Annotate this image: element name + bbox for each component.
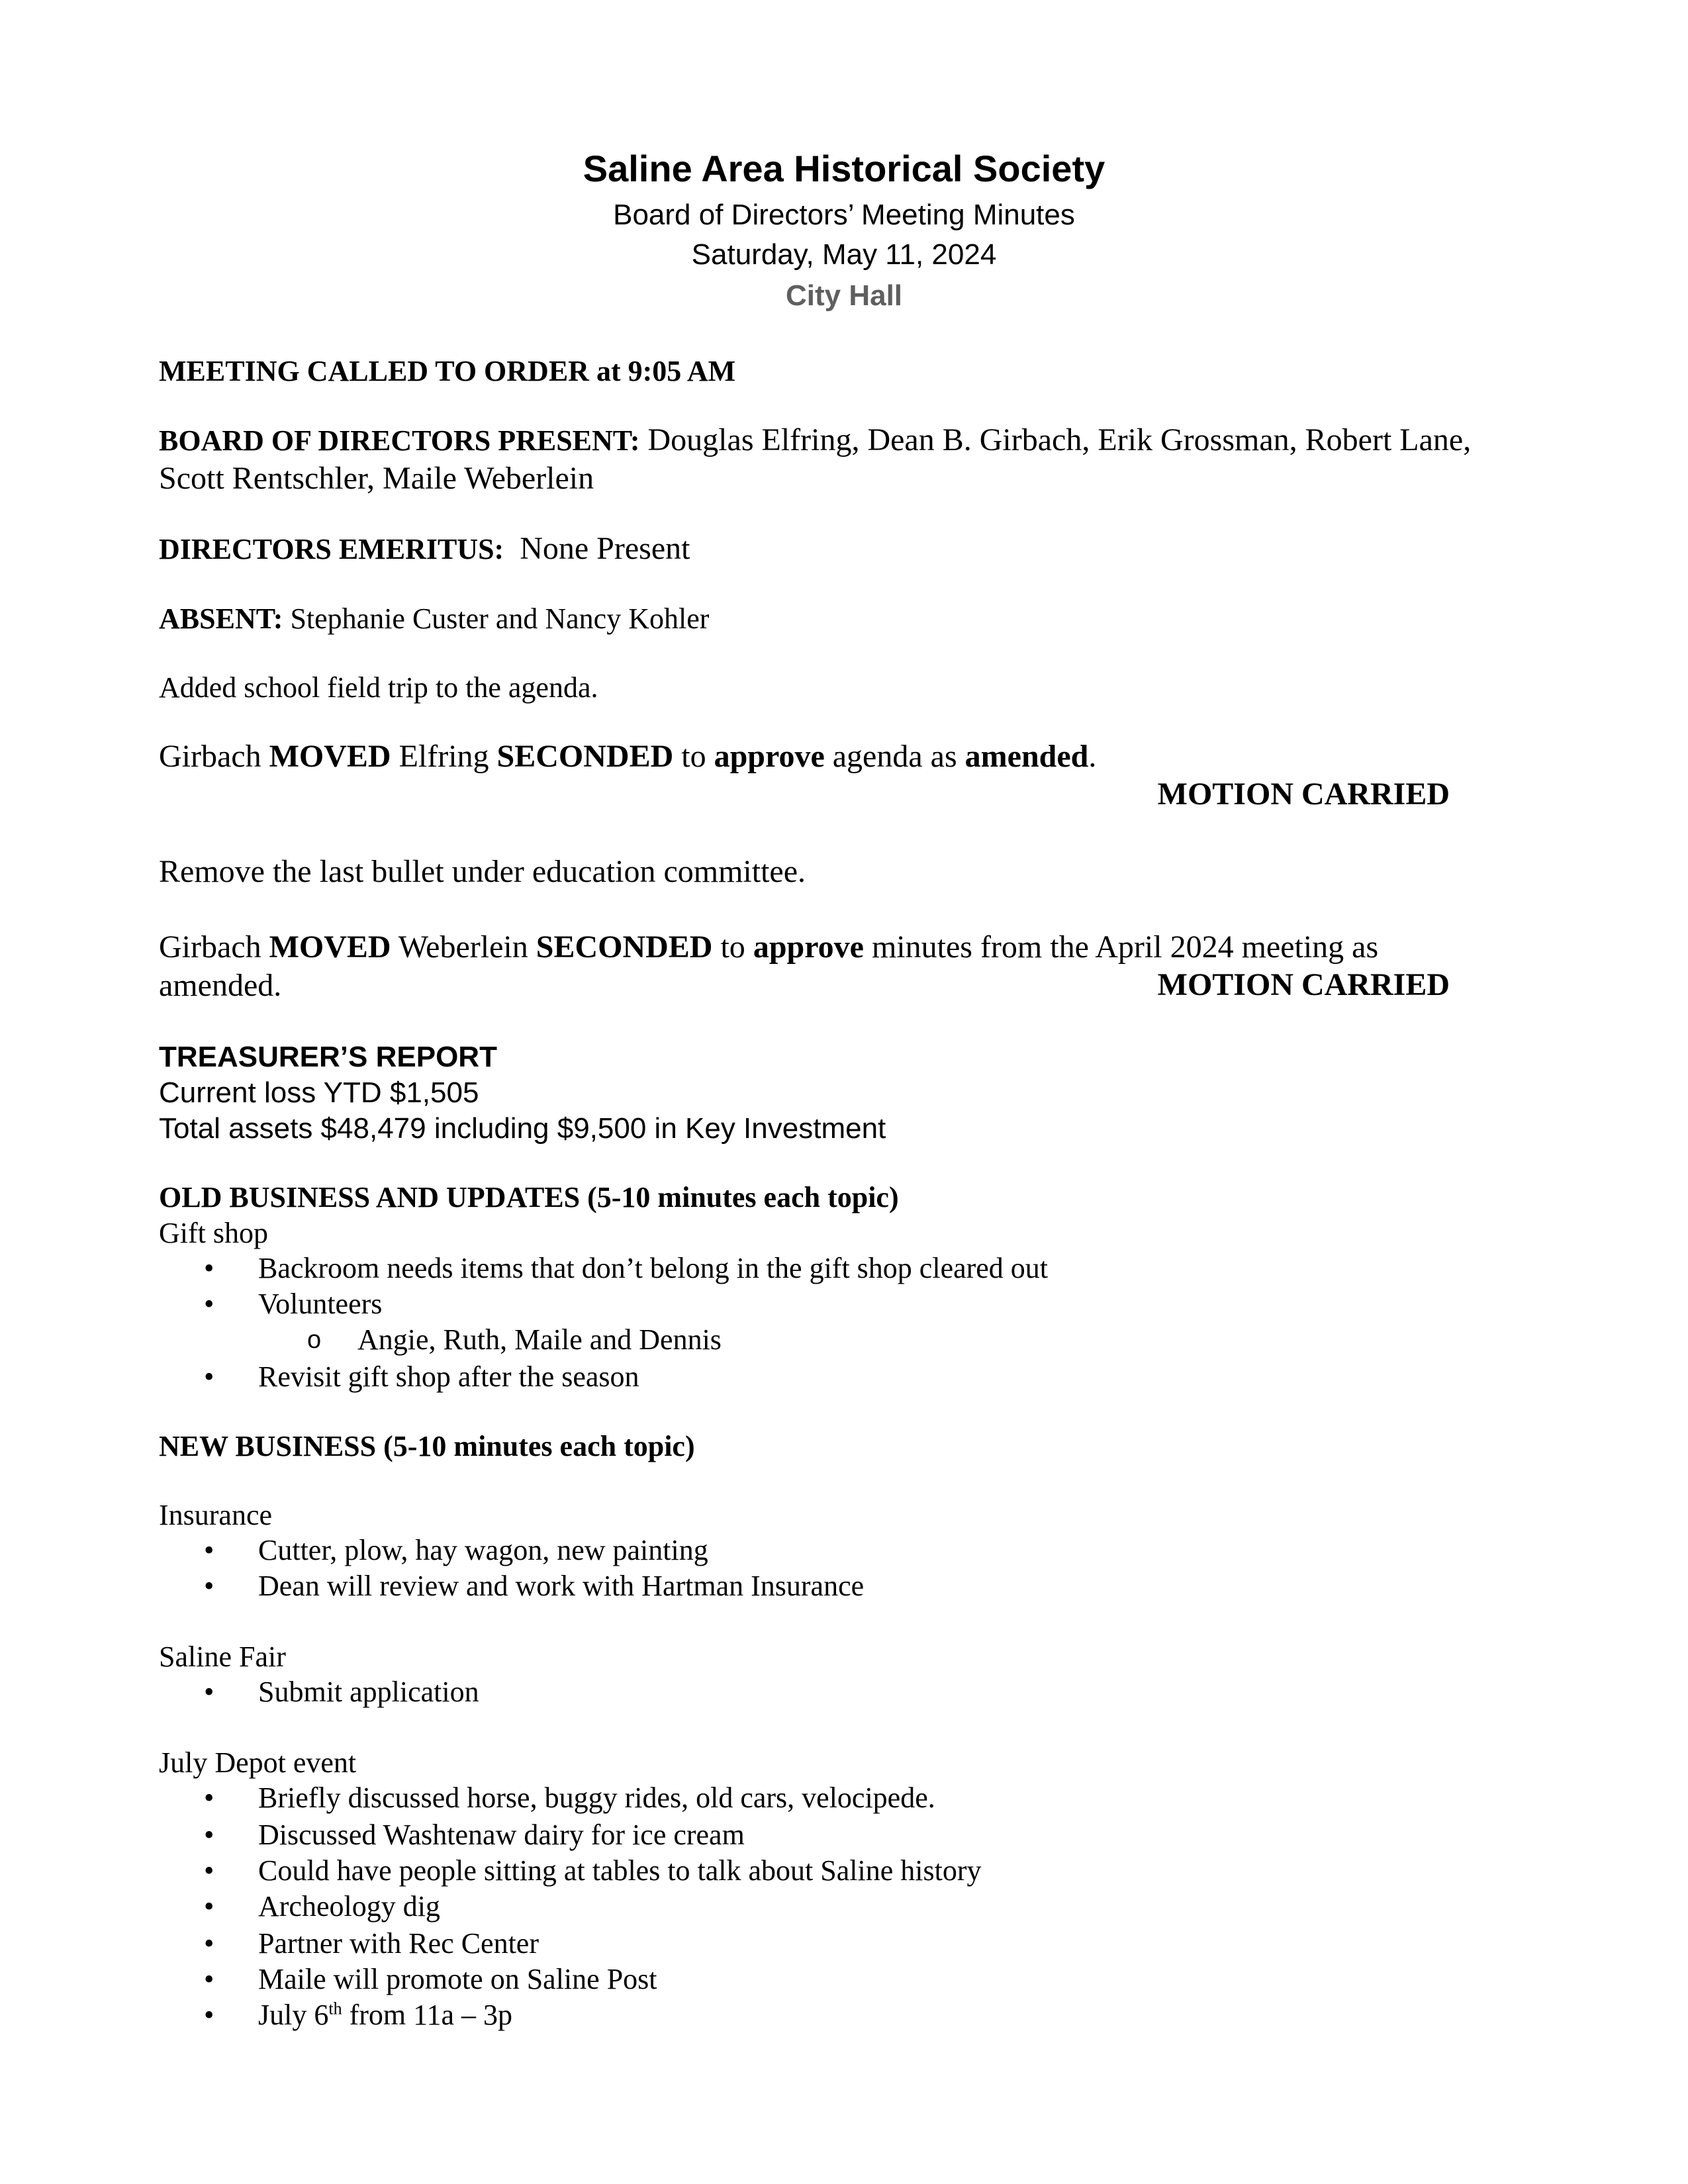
gift-shop-topic: Gift shop (159, 1217, 268, 1249)
motion-approve-agenda (159, 737, 1549, 776)
bullet-icon: • (204, 1819, 214, 1851)
board-present-names-2: Scott Rentschler, Maile Weberlein (159, 461, 594, 496)
list-item-text: Revisit gift shop after the season (258, 1360, 639, 1393)
list-item-text: from 11a – 3p (342, 1999, 513, 2031)
motion2-rest: minutes from the April 2024 meeting as (863, 929, 1379, 965)
motion1-rest: agenda as (824, 739, 965, 774)
list-item (204, 1888, 440, 1925)
motion1-seconder: Elfring (391, 739, 497, 774)
list-item-text: Could have people sitting at tables to talk about Saline history (258, 1854, 982, 1887)
list-item (204, 1780, 935, 1817)
motion1-result: MOTION CARRIED (1157, 777, 1450, 812)
minutes-note: Remove the last bullet under education committee. (159, 854, 806, 889)
motion1-amended: amended (964, 739, 1089, 774)
emeritus-label: DIRECTORS EMERITUS: (159, 533, 504, 565)
list-item (204, 1532, 708, 1569)
agenda-note: Added school field trip to the agenda. (159, 671, 598, 704)
motion2-to: to (712, 929, 753, 965)
absent-label: ABSENT: (159, 602, 283, 635)
emeritus-value: None Present (504, 531, 690, 566)
sub-list-item (307, 1321, 722, 1358)
list-item (204, 1997, 513, 2034)
list-item (204, 1961, 657, 1998)
treasurer-heading: TREASURER’S REPORT (159, 1041, 497, 1073)
list-item-text: Archeology dig (258, 1890, 440, 1923)
list-item (204, 1286, 383, 1323)
absent (159, 600, 1549, 638)
motion2-mover: Girbach (159, 929, 269, 965)
depot-event-topic: July Depot event (159, 1746, 357, 1779)
bullet-icon: • (204, 1288, 214, 1320)
sub-bullet-icon: o (307, 1326, 322, 1354)
list-item-text: Backroom needs items that don’t belong in the gift shop cleared out (258, 1252, 1049, 1284)
motion1-moved: MOVED (269, 739, 391, 774)
bullet-icon: • (204, 1963, 214, 1995)
ordinal-suffix: th (328, 1999, 342, 2018)
document-subtitle: Board of Directors’ Meeting Minutes (613, 199, 1075, 231)
bullet-icon: • (204, 1854, 214, 1887)
motion1-mover: Girbach (159, 739, 269, 774)
list-item (204, 1817, 745, 1854)
list-item-text: July 6 (258, 1999, 329, 2031)
old-business-heading: OLD BUSINESS AND UPDATES (5-10 minutes each topic) (159, 1181, 899, 1213)
list-item (204, 1250, 1049, 1287)
call-to-order: MEETING CALLED TO ORDER at 9:05 AM (159, 355, 736, 387)
document-title: Saline Area Historical Society (583, 148, 1105, 189)
list-item-text: Dean will review and work with Hartman Insurance (258, 1570, 865, 1602)
list-item-text: Angie, Ruth, Maile and Dennis (357, 1323, 722, 1356)
meeting-location: City Hall (785, 279, 903, 312)
meeting-date: Saturday, May 11, 2024 (691, 238, 997, 271)
motion-approve-minutes (159, 928, 1549, 967)
list-item (204, 1852, 982, 1889)
motion1-seconded: SECONDED (496, 739, 674, 774)
board-present-label: BOARD OF DIRECTORS PRESENT: (159, 424, 640, 457)
list-item (204, 1925, 539, 1962)
board-present-names-1: Douglas Elfring, Dean B. Girbach, Erik Grossman, Robert Lane, (639, 422, 1472, 457)
list-item-text: Partner with Rec Center (258, 1927, 539, 1960)
bullet-icon: • (204, 1570, 214, 1602)
motion1-period: . (1088, 739, 1097, 774)
list-item-text: Cutter, plow, hay wagon, new painting (258, 1534, 708, 1566)
bullet-icon: • (204, 1927, 214, 1960)
bullet-icon: • (204, 1360, 214, 1393)
motion2-result: MOTION CARRIED (1157, 967, 1450, 1002)
bullet-icon: • (204, 1534, 214, 1566)
bullet-icon: • (204, 1676, 214, 1708)
bullet-icon: • (204, 1890, 214, 1923)
treasurer-line-1: Current loss YTD $1,505 (159, 1076, 479, 1109)
new-business-heading: NEW BUSINESS (5-10 minutes each topic) (159, 1430, 695, 1462)
motion2-approve: approve (753, 929, 864, 965)
list-item-text: Briefly discussed horse, buggy rides, old cars, velocipede. (258, 1781, 935, 1814)
directors-emeritus (159, 530, 1549, 569)
list-item-text: Submit application (258, 1676, 479, 1708)
motion1-to: to (673, 739, 714, 774)
motion2-seconded: SECONDED (536, 929, 713, 965)
saline-fair-topic: Saline Fair (159, 1640, 286, 1673)
motion2-moved: MOVED (269, 929, 391, 965)
absent-value: Stephanie Custer and Nancy Kohler (283, 602, 710, 635)
treasurer-line-2: Total assets $48,479 including $9,500 in Key Investment (159, 1112, 886, 1145)
motion2-line2: amended. (159, 968, 282, 1003)
list-item-text: Discussed Washtenaw dairy for ice cream (258, 1819, 745, 1851)
motion2-seconder: Weberlein (391, 929, 536, 965)
motion1-approve: approve (714, 739, 825, 774)
list-item (204, 1568, 865, 1605)
bullet-icon: • (204, 1999, 214, 2031)
board-present (159, 421, 1549, 460)
bullet-icon: • (204, 1252, 214, 1284)
list-item-text: Volunteers (258, 1288, 383, 1320)
bullet-icon: • (204, 1781, 214, 1814)
insurance-topic: Insurance (159, 1499, 273, 1531)
list-item-text: Maile will promote on Saline Post (258, 1963, 657, 1995)
list-item (204, 1358, 639, 1396)
list-item (204, 1674, 479, 1711)
